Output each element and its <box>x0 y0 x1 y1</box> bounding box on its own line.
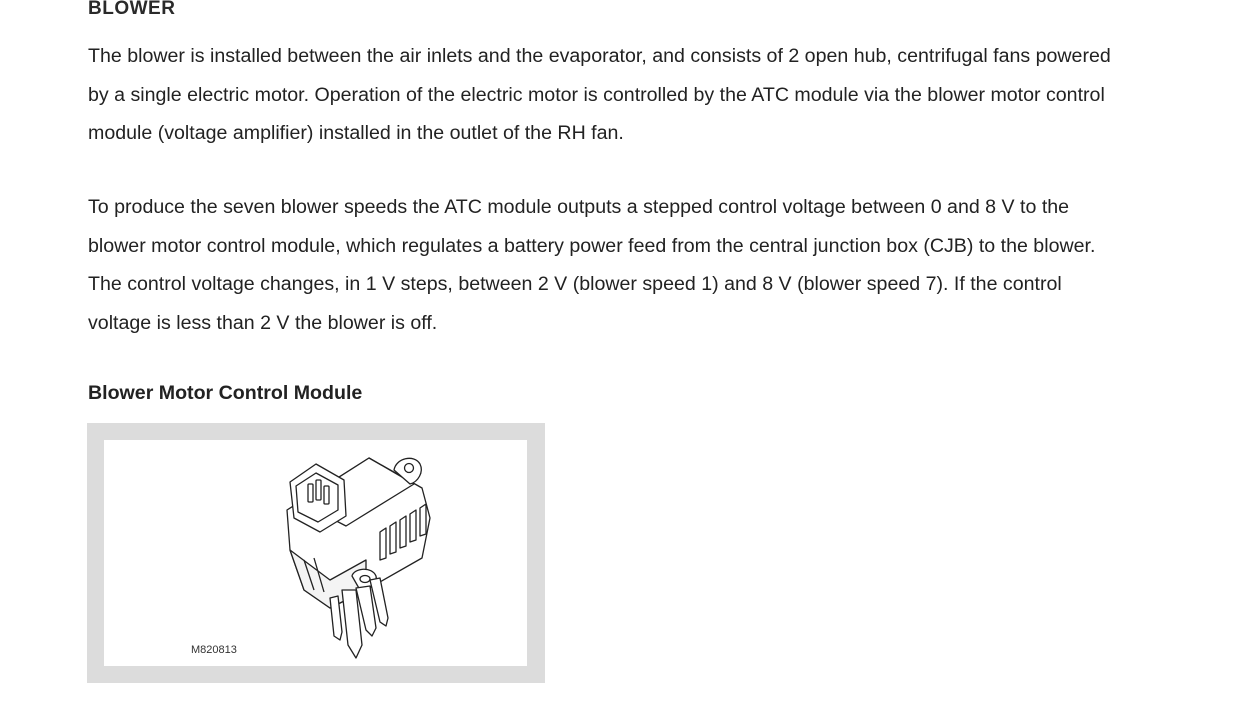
paragraph-line: The control voltage changes, in 1 V steps, between 2 V (blower speed 1) and 8 V (blower speed 7). If the control <box>88 273 1062 295</box>
paragraph-line: by a single electric motor. Operation of the electric motor is controlled by the ATC module via the blower motor control <box>88 83 1105 106</box>
figure-reference-label: M820813 <box>191 644 237 656</box>
subsection-title: Blower Motor Control Module <box>88 382 363 404</box>
figure-frame <box>87 423 545 683</box>
paragraph-line: module (voltage amplifier) installed in the outlet of the RH fan. <box>88 122 624 144</box>
paragraph-line: blower motor control module, which regulates a battery power feed from the central junction box (CJB) to the blower. <box>88 234 1096 257</box>
blower-motor-control-module-illustration <box>104 440 527 666</box>
paragraph-line: The blower is installed between the air inlets and the evaporator, and consists of 2 open hub, centrifugal fans powered <box>88 45 1111 67</box>
paragraph-blower-speeds <box>88 188 1246 342</box>
paragraph-blower-description <box>88 37 1246 153</box>
section-heading: BLOWER <box>88 0 176 19</box>
paragraph-line: voltage is less than 2 V the blower is off. <box>88 311 438 334</box>
paragraph-line: To produce the seven blower speeds the ATC module outputs a stepped control voltage between 0 and 8 V to the <box>88 196 1070 218</box>
figure-canvas <box>104 440 527 666</box>
